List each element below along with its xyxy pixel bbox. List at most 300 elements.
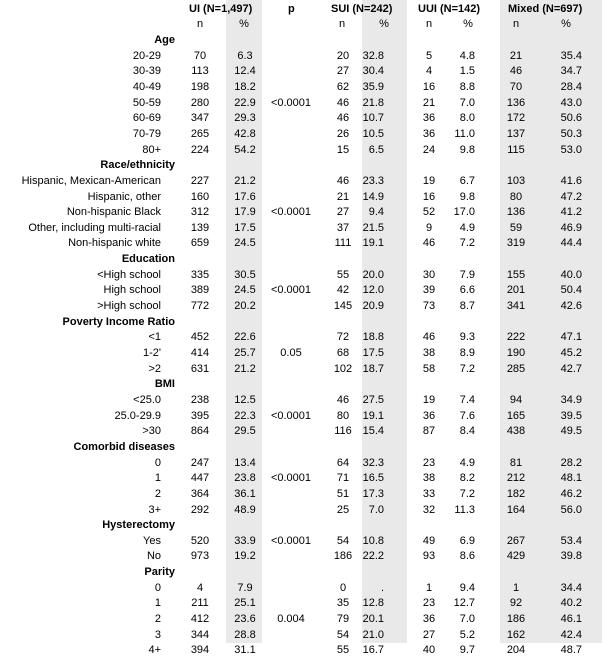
- uui-pct-cell: 7.6: [459, 409, 475, 422]
- ui-n-cell: 389: [190, 284, 210, 297]
- sui-pct-cell: 14.9: [362, 190, 384, 203]
- mixed-n-cell: 182: [506, 487, 526, 500]
- mixed-n-cell: 103: [506, 174, 526, 187]
- uui-pct-cell: 8.2: [459, 472, 475, 485]
- section-header-row: [0, 440, 602, 456]
- uui-pct-cell: 8.8: [459, 80, 475, 93]
- ui-pct-cell: 25.7: [234, 347, 256, 359]
- table-row: [0, 362, 602, 378]
- row-label: >30: [142, 425, 161, 438]
- table-row: [0, 628, 602, 644]
- mixed-n-cell: 136: [506, 96, 526, 109]
- table-row: [0, 596, 602, 612]
- mixed-pct-cell: 34.4: [560, 581, 582, 594]
- row-label: 1-2': [143, 347, 161, 359]
- ui-n-cell: 139: [190, 221, 210, 234]
- ui-n-header: n: [196, 18, 204, 30]
- row-label: 4+: [148, 644, 161, 657]
- sui-pct-cell: 18.8: [362, 331, 384, 344]
- sui-pct-cell: 35.9: [362, 80, 384, 93]
- mixed-n-cell: 162: [506, 628, 526, 641]
- row-label: 2: [154, 613, 161, 626]
- ui-pct-cell: 30.5: [234, 268, 256, 281]
- sui-n-header: n: [338, 18, 346, 30]
- mixed-n-cell: 438: [506, 425, 526, 438]
- ui-n-cell: 238: [190, 393, 210, 406]
- mixed-pct-cell: 28.2: [560, 456, 582, 469]
- ui-pct-cell: 36.1: [234, 487, 256, 500]
- ui-pct-cell: 22.3: [234, 409, 256, 422]
- uui-pct-cell: 7.0: [459, 613, 475, 626]
- ui-pct-cell: 17.9: [234, 206, 256, 219]
- mixed-pct-cell: 42.4: [560, 628, 582, 641]
- sui-pct-cell: 30.4: [362, 65, 384, 78]
- mixed-n-cell: 285: [506, 362, 526, 375]
- sui-pct-cell: 21.8: [362, 96, 384, 109]
- uui-n-cell: 46: [422, 237, 436, 250]
- section-title: Age: [154, 34, 175, 46]
- mixed-pct-cell: 42.7: [560, 362, 582, 375]
- sui-pct-cell: 32.8: [362, 49, 384, 62]
- sui-n-cell: 111: [334, 237, 352, 250]
- table-row: [0, 330, 602, 346]
- mixed-pct-cell: 50.3: [560, 127, 582, 140]
- p-value-cell: <0.0001: [270, 284, 312, 297]
- ui-n-cell: 344: [190, 628, 210, 641]
- uui-n-cell: 32: [422, 503, 436, 516]
- sui-n-cell: 20: [336, 49, 350, 62]
- sui-pct-cell: 19.1: [362, 237, 384, 250]
- uui-n-cell: 39: [422, 284, 436, 297]
- sui-n-cell: 55: [336, 268, 350, 281]
- ui-n-cell: 395: [190, 409, 210, 422]
- uui-n-cell: 27: [422, 628, 436, 641]
- table-row: [0, 299, 602, 315]
- ui-pct-cell: 29.3: [234, 112, 256, 125]
- mixed-n-header: n: [512, 18, 520, 30]
- sui-n-cell: 27: [336, 65, 350, 78]
- sui-n-cell: 145: [333, 300, 353, 313]
- ui-n-cell: 520: [190, 534, 210, 547]
- sui-pct-cell: 21.0: [362, 628, 384, 641]
- mixed-n-cell: 81: [509, 456, 523, 469]
- ui-pct-cell: 17.5: [234, 221, 256, 234]
- ui-pct-cell: 24.5: [234, 284, 256, 297]
- mixed-pct-cell: 48.1: [560, 472, 582, 485]
- uui-n-cell: 93: [422, 550, 436, 563]
- sui-n-cell: 55: [336, 644, 350, 657]
- sui-n-cell: 27: [336, 206, 350, 219]
- row-label: 80+: [142, 143, 161, 156]
- table-row: [0, 49, 602, 65]
- sui-n-cell: 35: [336, 597, 350, 610]
- uui-n-cell: 19: [422, 393, 436, 406]
- ui-n-cell: 227: [190, 174, 210, 187]
- ui-n-cell: 412: [190, 613, 210, 626]
- uui-pct-cell: 7.2: [459, 362, 475, 375]
- row-label: No: [146, 550, 161, 563]
- mixed-pct-cell: 35.4: [560, 49, 582, 62]
- uui-pct-cell: 8.0: [459, 112, 475, 125]
- uui-n-cell: 1: [425, 581, 433, 594]
- mixed-n-cell: 186: [506, 613, 526, 626]
- uui-pct-cell: 7.2: [459, 237, 475, 250]
- mixed-pct-cell: 41.2: [560, 206, 582, 219]
- ui-n-cell: 772: [190, 300, 210, 313]
- row-label: 3+: [148, 503, 161, 516]
- p-header: p: [288, 3, 295, 15]
- ui-pct-cell: 23.6: [234, 613, 256, 626]
- p-value-cell: 0.05: [280, 347, 302, 359]
- ui-pct-cell: 17.6: [234, 190, 256, 203]
- sui-n-cell: 25: [336, 503, 350, 516]
- mixed-n-cell: 201: [506, 284, 526, 297]
- sui-n-cell: 46: [336, 112, 350, 125]
- sui-n-cell: 46: [336, 96, 350, 109]
- mixed-pct-cell: 50.6: [560, 112, 582, 125]
- mixed-n-cell: 165: [506, 409, 526, 422]
- sui-pct-cell: 23.3: [362, 174, 384, 187]
- ui-n-cell: 347: [190, 112, 210, 125]
- sui-pct-header: %: [379, 18, 389, 30]
- uui-pct-cell: 11.0: [454, 127, 475, 140]
- mixed-n-cell: 204: [506, 644, 526, 657]
- row-label: 60-69: [132, 112, 161, 125]
- ui-n-cell: 224: [190, 143, 210, 156]
- mixed-pct-cell: 49.5: [560, 425, 582, 438]
- ui-pct-cell: 25.1: [234, 597, 256, 610]
- table-row: [0, 409, 602, 425]
- row-label: Other, including multi-racial: [28, 221, 161, 234]
- uui-pct-cell: 6.7: [459, 174, 475, 187]
- sui-pct-cell: 10.5: [362, 127, 384, 140]
- row-label: 3: [154, 628, 161, 641]
- mixed-n-cell: 190: [506, 347, 526, 359]
- sui-pct-cell: 12.0: [362, 284, 384, 297]
- ui-pct-cell: 19.2: [234, 550, 256, 563]
- ui-n-cell: 631: [190, 362, 210, 375]
- mixed-pct-cell: 39.8: [560, 550, 582, 563]
- uui-n-cell: 38: [422, 472, 436, 485]
- mixed-pct-cell: 44.4: [560, 237, 582, 250]
- ui-pct-cell: 6.3: [237, 49, 253, 62]
- mixed-pct-cell: 40.2: [560, 597, 582, 610]
- uui-n-cell: 58: [422, 362, 436, 375]
- ui-pct-cell: 13.4: [234, 456, 256, 469]
- uui-pct-cell: 9.7: [459, 644, 475, 657]
- table-row: [0, 190, 602, 206]
- uui-n-header: n: [425, 18, 433, 30]
- table-row: [0, 456, 602, 472]
- ui-pct-cell: 23.8: [234, 472, 256, 485]
- sui-n-cell: 42: [336, 284, 350, 297]
- ui-n-cell: 265: [190, 127, 210, 140]
- row-label: <1: [148, 331, 161, 344]
- table-row: [0, 503, 602, 519]
- mixed-n-cell: 267: [506, 534, 526, 547]
- row-label: 1: [154, 472, 161, 485]
- mixed-pct-cell: 53.4: [560, 534, 582, 547]
- table-row: [0, 111, 602, 127]
- mixed-n-cell: 429: [506, 550, 526, 563]
- section-title: Parity: [144, 566, 175, 579]
- table-row: [0, 549, 602, 565]
- sui-n-cell: 0: [339, 581, 347, 594]
- sui-n-cell: 46: [336, 174, 350, 187]
- mixed-n-cell: 1: [512, 581, 520, 594]
- table-row: [0, 205, 602, 221]
- sui-n-cell: 71: [336, 472, 350, 485]
- uui-pct-cell: 7.2: [459, 487, 475, 500]
- mixed-n-cell: 155: [506, 268, 526, 281]
- uui-group-header: UUI (N=142): [418, 3, 481, 15]
- row-label: 0: [154, 581, 161, 594]
- section-title: Race/ethnicity: [100, 159, 175, 172]
- sui-n-cell: 37: [336, 221, 350, 234]
- mixed-pct-cell: 43.0: [560, 96, 582, 109]
- table-row: [0, 283, 602, 299]
- sui-pct-cell: 6.5: [368, 143, 384, 156]
- section-header-row: [0, 252, 602, 268]
- sui-pct-cell: .: [380, 581, 384, 594]
- mixed-pct-cell: 50.4: [560, 284, 582, 297]
- p-value-cell: <0.0001: [270, 96, 312, 109]
- sui-n-cell: 54: [336, 628, 350, 641]
- uui-n-cell: 38: [422, 347, 436, 359]
- ui-pct-cell: 48.9: [234, 503, 256, 516]
- sui-n-cell: 64: [336, 456, 350, 469]
- uui-pct-header: %: [463, 18, 473, 30]
- row-label: >2: [148, 362, 161, 375]
- section-title: Hysterectomy: [102, 519, 175, 532]
- table-row: [0, 268, 602, 284]
- mixed-n-cell: 212: [506, 472, 526, 485]
- sui-pct-cell: 18.7: [362, 362, 384, 375]
- sui-pct-cell: 20.9: [362, 300, 384, 313]
- section-title: BMI: [154, 378, 175, 391]
- ui-pct-cell: 54.2: [234, 143, 256, 156]
- mixed-pct-cell: 45.2: [560, 347, 582, 359]
- ui-pct-cell: 33.9: [234, 534, 256, 547]
- ui-n-cell: 292: [190, 503, 210, 516]
- section-title: Poverty Income Ratio: [62, 315, 175, 328]
- ui-pct-cell: 7.9: [237, 581, 253, 594]
- mixed-n-cell: 80: [509, 190, 523, 203]
- table-row: [0, 96, 602, 112]
- uui-pct-cell: 5.2: [459, 628, 475, 641]
- ui-pct-header: %: [239, 18, 249, 30]
- section-header-row: [0, 315, 602, 331]
- ui-n-cell: 447: [190, 472, 210, 485]
- table-row: [0, 534, 602, 550]
- mixed-n-cell: 115: [507, 143, 525, 156]
- table-row: [0, 80, 602, 96]
- ui-pct-cell: 31.1: [234, 644, 256, 657]
- uui-n-cell: 16: [422, 80, 436, 93]
- uui-n-cell: 16: [422, 190, 436, 203]
- uui-pct-cell: 9.4: [459, 581, 475, 594]
- uui-n-cell: 46: [422, 331, 436, 344]
- mixed-pct-cell: 39.5: [560, 409, 582, 422]
- uui-n-cell: 23: [422, 597, 436, 610]
- uui-pct-cell: 9.8: [459, 143, 475, 156]
- sui-pct-cell: 10.8: [362, 534, 384, 547]
- ui-pct-cell: 28.8: [234, 628, 256, 641]
- uui-n-cell: 87: [422, 425, 436, 438]
- sui-pct-cell: 19.1: [362, 409, 384, 422]
- ui-n-cell: 414: [190, 347, 210, 359]
- row-label: >High school: [97, 300, 161, 313]
- ui-pct-cell: 24.5: [234, 237, 256, 250]
- table-row: [0, 424, 602, 440]
- sui-n-cell: 72: [336, 331, 350, 344]
- mixed-pct-cell: 48.7: [560, 644, 582, 657]
- uui-n-cell: 36: [422, 112, 436, 125]
- row-label: High school: [103, 284, 161, 297]
- row-label: <25.0: [133, 393, 161, 406]
- mixed-group-header: Mixed (N=697): [508, 3, 583, 15]
- p-value-cell: 0.004: [277, 613, 305, 626]
- uui-n-cell: 4: [425, 65, 433, 78]
- ui-n-cell: 280: [190, 96, 210, 109]
- sui-group-header: SUI (N=242): [331, 3, 393, 15]
- p-value-cell: <0.0001: [270, 472, 312, 485]
- sui-pct-cell: 12.8: [362, 597, 384, 610]
- table-row: [0, 346, 602, 362]
- mixed-pct-cell: 53.0: [560, 143, 582, 156]
- ui-n-cell: 70: [193, 49, 207, 62]
- row-label: Hispanic, other: [87, 190, 161, 203]
- sui-n-cell: 15: [336, 143, 350, 156]
- mixed-pct-cell: 46.9: [560, 221, 582, 234]
- sui-n-cell: 62: [336, 80, 350, 93]
- row-label: 30-39: [132, 65, 161, 78]
- table-row: [0, 236, 602, 252]
- ui-pct-cell: 18.2: [234, 80, 256, 93]
- uui-pct-cell: 7.4: [459, 393, 475, 406]
- uui-n-cell: 19: [422, 174, 436, 187]
- ui-n-cell: 364: [190, 487, 210, 500]
- sui-n-cell: 54: [336, 534, 350, 547]
- uui-pct-cell: 8.9: [459, 347, 475, 359]
- mixed-pct-cell: 56.0: [560, 503, 582, 516]
- ui-pct-cell: 21.2: [234, 362, 256, 375]
- sui-pct-cell: 20.1: [362, 613, 384, 626]
- mixed-pct-cell: 34.9: [560, 393, 582, 406]
- row-label: 25.0-29.9: [114, 409, 161, 422]
- sui-pct-cell: 17.3: [362, 487, 384, 500]
- ui-n-cell: 113: [191, 65, 209, 78]
- ui-n-cell: 973: [190, 550, 210, 563]
- table-row: [0, 643, 602, 659]
- sui-pct-cell: 16.5: [362, 472, 384, 485]
- uui-n-cell: 9: [425, 221, 433, 234]
- row-label: 70-79: [132, 127, 161, 140]
- ui-pct-cell: 42.8: [234, 127, 256, 140]
- sui-pct-cell: 22.2: [362, 550, 384, 563]
- ui-n-cell: 394: [190, 644, 210, 657]
- uui-n-cell: 52: [422, 206, 436, 219]
- mixed-n-cell: 172: [506, 112, 526, 125]
- mixed-n-cell: 222: [506, 331, 526, 344]
- mixed-n-cell: 137: [506, 127, 526, 140]
- table-row: [0, 64, 602, 80]
- ui-pct-cell: 12.4: [234, 65, 256, 78]
- sui-n-cell: 186: [333, 550, 353, 563]
- uui-pct-cell: 17.0: [453, 206, 475, 219]
- section-title: Comorbid diseases: [73, 440, 175, 453]
- table-row: [0, 581, 602, 597]
- uui-n-cell: 36: [422, 409, 436, 422]
- mixed-n-cell: 70: [509, 80, 523, 93]
- table-row: [0, 127, 602, 143]
- mixed-pct-cell: 41.6: [560, 174, 582, 187]
- ui-n-cell: 4: [196, 581, 204, 594]
- uui-n-cell: 36: [422, 127, 436, 140]
- ui-group-header: UI (N=1,497): [189, 3, 253, 15]
- uui-pct-cell: 7.9: [459, 268, 475, 281]
- ui-pct-cell: 12.5: [234, 393, 256, 406]
- row-label: 40-49: [132, 80, 161, 93]
- sui-pct-cell: 27.5: [362, 393, 384, 406]
- mixed-n-cell: 319: [506, 237, 526, 250]
- sui-n-cell: 68: [336, 347, 350, 359]
- uui-n-cell: 23: [422, 456, 436, 469]
- mixed-n-cell: 59: [509, 221, 523, 234]
- mixed-n-cell: 46: [509, 65, 523, 78]
- uui-n-cell: 5: [425, 49, 433, 62]
- sui-n-cell: 46: [336, 393, 350, 406]
- mixed-pct-cell: 42.6: [560, 300, 582, 313]
- mixed-n-cell: 94: [509, 393, 523, 406]
- ui-n-cell: 452: [190, 331, 210, 344]
- sui-n-cell: 116: [334, 425, 352, 438]
- sui-n-cell: 26: [336, 127, 350, 140]
- sui-n-cell: 102: [333, 362, 353, 375]
- p-value-cell: <0.0001: [270, 409, 312, 422]
- ui-n-cell: 160: [190, 190, 210, 203]
- uui-pct-cell: 9.3: [459, 331, 475, 344]
- ui-n-cell: 335: [190, 268, 210, 281]
- uui-n-cell: 24: [422, 143, 436, 156]
- sui-n-cell: 51: [336, 487, 350, 500]
- p-value-cell: <0.0001: [270, 206, 312, 219]
- section-header-row: [0, 33, 602, 49]
- section-header-row: [0, 565, 602, 581]
- sui-pct-cell: 7.0: [368, 503, 384, 516]
- uui-pct-cell: 4.8: [459, 49, 475, 62]
- mixed-n-cell: 164: [506, 503, 526, 516]
- uui-n-cell: 40: [422, 644, 436, 657]
- table-row: [0, 612, 602, 628]
- uui-pct-cell: 7.0: [459, 96, 475, 109]
- uui-pct-cell: 8.7: [459, 300, 475, 313]
- row-label: 20-29: [132, 49, 161, 62]
- ui-n-cell: 198: [190, 80, 210, 93]
- ui-n-cell: 247: [190, 456, 210, 469]
- ui-pct-cell: 22.9: [234, 96, 256, 109]
- uui-pct-cell: 4.9: [459, 456, 475, 469]
- sui-pct-cell: 10.7: [362, 112, 384, 125]
- sui-n-cell: 79: [336, 613, 350, 626]
- mixed-pct-cell: 46.2: [560, 487, 582, 500]
- ui-n-cell: 864: [190, 425, 210, 438]
- table-row: [0, 221, 602, 237]
- uui-pct-cell: 9.8: [459, 190, 475, 203]
- ui-pct-cell: 22.6: [234, 331, 256, 344]
- section-title: Education: [121, 253, 175, 266]
- row-label: 2: [154, 487, 161, 500]
